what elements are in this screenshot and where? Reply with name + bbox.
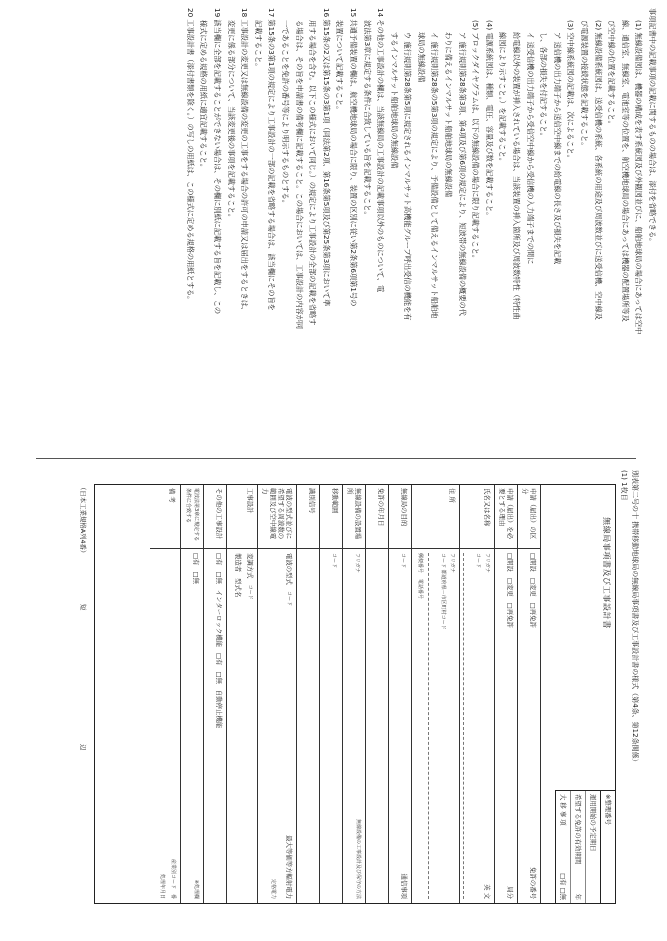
no-checkbox[interactable]: □無: [215, 571, 224, 584]
form-footer: [70, 484, 90, 902]
reference-header: ※整理番号: [600, 791, 615, 903]
address-field[interactable]: [413, 549, 460, 903]
note-line: 線、通信室、無線室、電池室等の位置を、航空機地球局の場合にあっては機器の配置場所等及: [620, 20, 630, 322]
note-line: 記載すること。: [253, 20, 263, 71]
form-row-construction: [228, 485, 259, 903]
remarks-label: 備 考: [151, 485, 181, 549]
no-checkbox[interactable]: □無: [215, 671, 224, 684]
form-frame: [94, 484, 616, 904]
form-sheet: [58, 470, 642, 930]
note-line: 球局の無線設備: [416, 32, 426, 83]
reference-row: [570, 791, 585, 903]
license-number-label: 免許の番号: [529, 867, 537, 899]
option-change[interactable]: □変更: [529, 577, 537, 597]
auto-stop-label: 自動停止機能: [215, 689, 224, 729]
form-header: [618, 470, 642, 930]
form-row-license-date: [367, 485, 390, 903]
yes-checkbox[interactable]: □有: [215, 653, 224, 666]
note-line: 給電線以外の装置が挿入されている場合は、当該装置の挿入箇所及び周波数特性（特性曲: [512, 32, 522, 320]
postal-code-label: 郵便番号: [417, 553, 423, 574]
note-line: 様式に定める規格の用紙に適宜記載すること。: [199, 20, 209, 171]
furigana-label: フリガナ: [354, 553, 361, 573]
note-line: び電源装置の接続状態を記載すること。: [580, 20, 590, 150]
no-checkbox[interactable]: □無: [192, 571, 201, 584]
reference-value[interactable]: 年: [574, 893, 582, 900]
max-power-label: 最大等価等方輻射電力: [285, 835, 294, 899]
code-label: コード: [247, 584, 254, 600]
form-row-reason: [495, 485, 518, 903]
application-options[interactable]: [518, 549, 540, 903]
form-page: [58, 470, 642, 930]
form-row-purpose: [390, 485, 413, 903]
field-label: 無線局の目的: [390, 485, 412, 549]
note-line: 装置について記載すること。: [335, 20, 345, 114]
page-divider: [36, 458, 636, 459]
code-label: コード: [475, 553, 482, 569]
note-line: 用する場合を含む。以下この様式において同じ。）の規定により工事設計の全部の記載を省略す: [308, 20, 318, 326]
note-line: 15 共通予備装置の欄は、航空機地球局の場合に限り、装置の区別に従い第2条第6項第1号の: [348, 8, 358, 307]
note-line: 18 工事設計の変更又は無線設備の変更の工事をする場合の許可の申請又は届出をするときは、: [240, 8, 250, 315]
reference-label: 大 移 事 項: [559, 794, 567, 826]
modulation-label: 変調方式: [246, 553, 255, 579]
field-label: 電波の型式並びに希望する周波数の範囲及び空中線電力: [259, 485, 297, 549]
option-open[interactable]: □開設: [506, 553, 514, 572]
option-renew[interactable]: □再免許: [529, 602, 537, 628]
equipment-field[interactable]: [259, 549, 297, 903]
note-line: 一であることを免許の番号等により明示するものとする。: [280, 20, 290, 207]
note-line: 16 第15条の2又は第15条の3第1項（同法第2項、第16条第5項及び第25条第3項において準: [321, 8, 331, 307]
license-date-field[interactable]: [367, 549, 389, 903]
place-field[interactable]: [344, 549, 366, 903]
compliance-field[interactable]: [182, 549, 204, 903]
yes-checkbox[interactable]: □有: [192, 553, 201, 566]
note-line: わりに備えるインマルサット船舶地球局の無線設備: [444, 32, 454, 198]
field-label: その他の工事設計: [205, 485, 227, 549]
note-line: (1) 無線設備図は、機器の構成を表す系統図及び外観図並びに、船舶地球局の場合にあっては空中: [634, 20, 644, 335]
model-label: 型式名: [234, 578, 242, 598]
form-row-place: [344, 485, 367, 903]
reference-label: 希望する免許の有効期間: [574, 794, 582, 865]
callsign-field[interactable]: [298, 549, 320, 903]
note-line: び空中線の位置を記載すること。: [607, 20, 617, 128]
option-renew[interactable]: □再免許: [506, 602, 514, 628]
field-label: 申請（届出）を必要とする理由: [495, 485, 517, 549]
form-grid: [151, 485, 542, 903]
note-line: し、各部の損失を付記すること。: [539, 32, 549, 140]
field-label: 氏名又は名称: [460, 485, 494, 549]
form-row-remarks: [151, 485, 182, 903]
side-label-edge: 辺: [79, 744, 87, 751]
maker-label: 製造者: [234, 553, 242, 573]
code-label: コード: [331, 553, 338, 569]
note-line: る場合は、その旨を申請書の備考欄に記載すること。この場合においては、工事設計の内容が同: [294, 20, 304, 330]
notes-page: [185, 8, 659, 448]
english-label: 英 文: [483, 884, 491, 899]
yes-checkbox[interactable]: □有: [215, 553, 224, 566]
note-line: (4) 電源系統図は、種類、電圧、容量及び数を記載すること。: [484, 20, 494, 220]
code-label: コード: [400, 553, 407, 569]
form-row-address: [413, 485, 461, 903]
notes-text-block: [185, 8, 659, 448]
interlock-label: インターロック機能: [215, 589, 224, 648]
field-label: 無線設備の設置場所: [344, 485, 366, 549]
note-line: ア 送信機の出力端子から送信空中線までの給電線の長さ及び損失を記載: [552, 32, 562, 265]
interlock-field[interactable]: [205, 549, 227, 903]
form-title: 無線局事項書及び工事設計書: [602, 517, 611, 629]
compliance-label: 電波法第3章に規定する条件に合致する: [182, 485, 204, 549]
area-field[interactable]: [321, 549, 343, 903]
reference-value[interactable]: □有 □無: [559, 873, 567, 900]
form-row-compliance: [182, 485, 205, 903]
note-line: 変更に係る部分について、当該変更後の事項を記載すること。: [226, 20, 236, 221]
paper-size-label: （日本工業規格A列4番）: [79, 484, 87, 557]
note-line: 14 その他の工事設計の欄は、当該無線局の工事設計の記載事項以外のものについて、電: [376, 8, 386, 293]
option-change[interactable]: □変更: [506, 577, 514, 597]
note-line: するインマルサット船舶地球局の無線設備: [389, 32, 399, 169]
purpose-field[interactable]: [390, 549, 412, 903]
radio-type-label: 電波の型式: [285, 553, 294, 585]
reference-label: 運用開始の予定期日: [589, 794, 597, 852]
page-label: (1) 1枚目: [620, 470, 628, 501]
rated-power-label: 定格電力: [270, 878, 276, 899]
bureau-label: 局分: [506, 886, 514, 899]
note-line: 事項記書中の記載事項の記載に関するものの場合は、添付を省略できる。: [648, 8, 657, 246]
field-label: 住 所: [413, 485, 460, 549]
note-line: (3) 空中線系統図の記載は、次によること。: [566, 20, 576, 162]
option-open[interactable]: □開設: [529, 553, 537, 572]
note-line: (2) 無線設備系統図は、送受信機の系統、各系統の用途及び周波数並びに送受信機、空中線及: [593, 20, 603, 320]
name-input-line[interactable]: [463, 553, 472, 899]
field-label: 移動範囲: [321, 485, 343, 549]
note-line: ウ 施行規則第28条第5項に規定されるインマルサット高機能グループ呼出受信の機能を有: [403, 32, 413, 321]
note-line: ア 施行規則第28条第3項、第4項及び第6項の規定により、短波帯の無線設備の概要の代: [457, 32, 467, 316]
reference-row: [556, 791, 570, 903]
processing-date-label: 処理年月日: [159, 873, 166, 899]
form-row-callsign: [298, 485, 321, 903]
field-label: 識別信号: [298, 485, 320, 549]
note-line: 17 第15条の3第1項の規定により工事設計の一部の記載を省略する場合は、該当欄にその旨を: [267, 8, 277, 311]
form-row-area: [321, 485, 344, 903]
field-label: 申請（届出）の区分: [518, 485, 540, 549]
field-label: 工事設計: [228, 485, 258, 549]
code-label: コード 都道府県－市区町村コード: [440, 553, 447, 630]
maintenance-label: 無線設備の工事設計及び保守の方法: [355, 818, 362, 899]
industry-code-label: 産業別コード 番: [170, 858, 177, 899]
form-title-line: 別表第二号の十 携帯移動地球局の無線局事項書及び工事設計書の様式（第4条、第12条関係）: [631, 470, 639, 766]
form-row-application: [518, 485, 541, 903]
code-label: コード: [286, 590, 293, 606]
reference-row: [585, 791, 600, 903]
note-line: 波法第3章に規定する条件に合致している旨を記載すること。: [362, 20, 372, 219]
note-line: 線図により示すこと。）を記載すること。: [498, 32, 508, 165]
form-row-interlock: [205, 485, 228, 903]
furigana-label: フリガナ: [484, 553, 490, 573]
note-line: 20 工事設計書（添付書類を除く。）の写しの用紙は、この様式に定める規格の用紙とする。: [185, 8, 195, 304]
name-field[interactable]: [460, 549, 494, 903]
form-row-equipment: [259, 485, 298, 903]
construction-field[interactable]: [228, 549, 258, 903]
processing-label: ※処理欄: [193, 879, 200, 899]
form-row-name: [460, 485, 495, 903]
field-label: 免許の年月日: [367, 485, 389, 549]
phone-number-label: 電話番号: [417, 579, 423, 600]
note-line: イ 施行規則第28条の5第3項の規定により、予備設備として備えるインマルサット船舶地: [430, 32, 440, 319]
note-line: イ 送受信機の出力端子から受信空中線から受信機の入力端子までの間に: [525, 32, 535, 265]
comm-items-label: 通信事項: [400, 873, 409, 899]
reason-options[interactable]: [495, 549, 517, 903]
side-label-short: 短: [79, 604, 87, 611]
remarks-field[interactable]: [151, 549, 181, 903]
furigana-label: フリガナ: [449, 553, 455, 573]
note-line: 19 該当欄に全部を記載することができない場合は、その欄に別紙に記載する旨を記載し、この: [213, 8, 222, 315]
reference-table: [555, 790, 615, 903]
address-input-line[interactable]: [428, 553, 437, 899]
note-line: (5) ブロックダイヤグラムは、以下の無線設備の場合に限り記載すること。: [471, 20, 481, 262]
